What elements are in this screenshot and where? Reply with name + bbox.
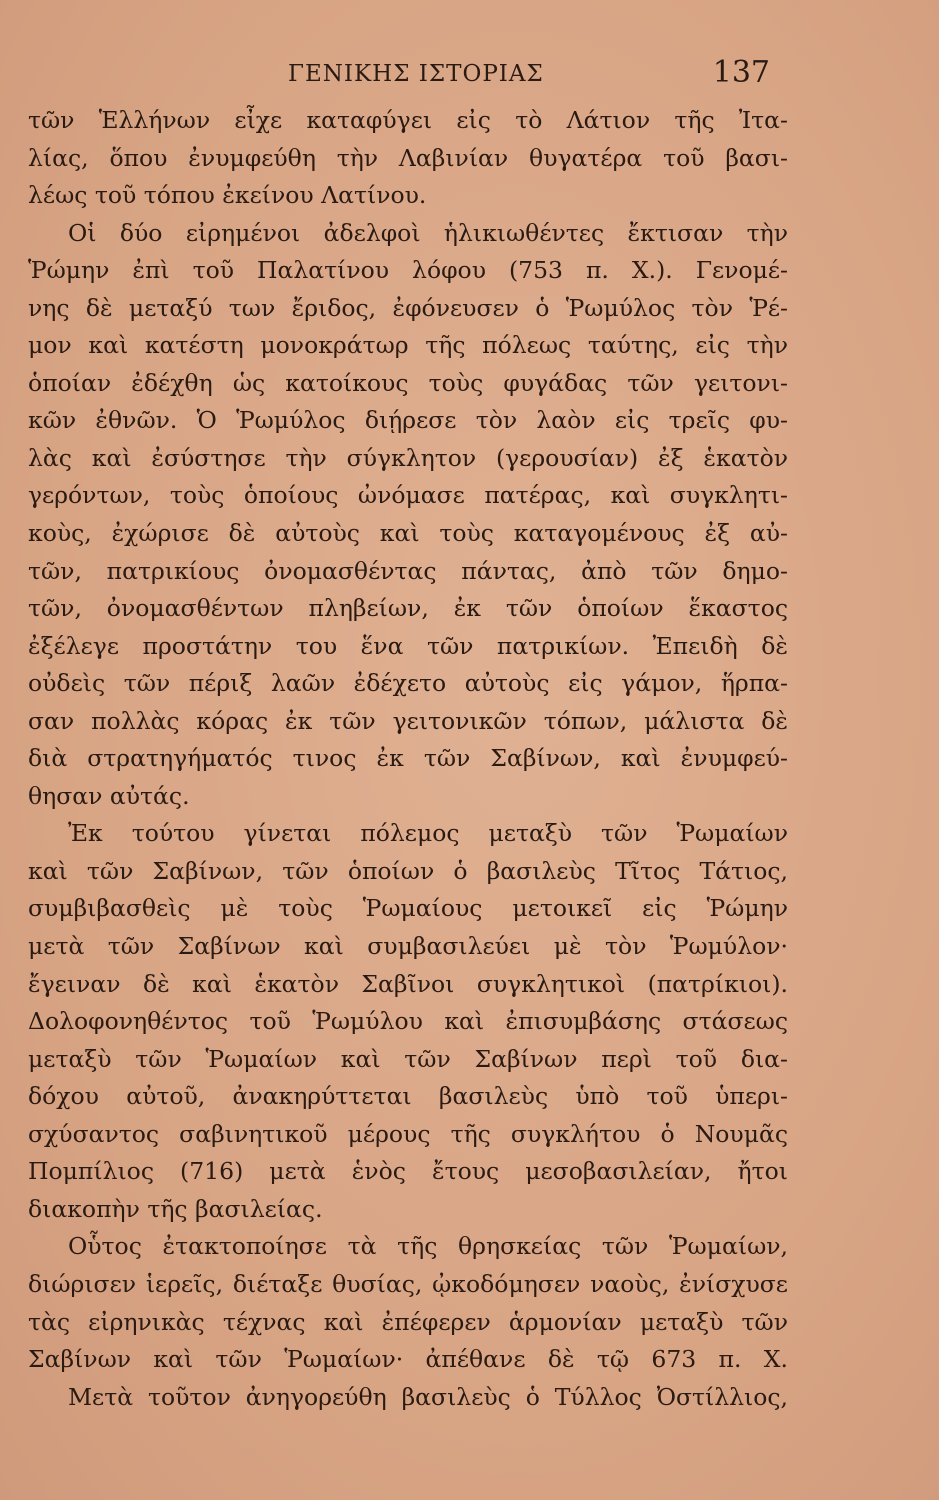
text-line: ἐξέλεγε προστάτην του ἕνα τῶν πατρικίων. Ἐπειδὴ δὲ	[28, 631, 788, 660]
text-line: διὰ στρατηγήματός τινος ἐκ τῶν Σαβίνων, καὶ ἐνυμφεύ-	[28, 744, 788, 773]
text-line: κοὺς, ἐχώρισε δὲ αὐτοὺς καὶ τοὺς καταγομένους ἐξ αὐ-	[28, 519, 788, 548]
text-line: σχύσαντος σαβινητικοῦ μέρους τῆς συγκλήτου ὁ Νουμᾶς	[28, 1119, 788, 1148]
text-line: Ῥώμην ἐπὶ τοῦ Παλατίνου λόφου (753 π. Χ.). Γενομέ-	[28, 256, 788, 285]
text-line: νης δὲ μεταξύ των ἔριδος, ἐφόνευσεν ὁ Ῥωμύλος τὸν Ῥέ-	[28, 293, 788, 322]
body-text	[28, 102, 788, 1416]
text-line: λέως τοῦ τόπου ἐκείνου Λατίνου.	[28, 181, 427, 210]
text-line: καὶ τῶν Σαβίνων, τῶν ὁποίων ὁ βασιλεὺς Τῖτος Τάτιος,	[28, 856, 788, 885]
text-line: Μετὰ τοῦτον ἀνηγορεύθη βασιλεὺς ὁ Τύλλος Ὀστίλλιος,	[68, 1382, 788, 1411]
text-line: λίας, ὅπου ἐνυμφεύθη τὴν Λαβινίαν θυγατέρα τοῦ βασι-	[28, 143, 788, 172]
text-line: γερόντων, τοὺς ὁποίους ὠνόμασε πατέρας, καὶ συγκλητι-	[28, 481, 788, 510]
text-line: Δολοφονηθέντος τοῦ Ῥωμύλου καὶ ἐπισυμβάσης στάσεως	[28, 1007, 788, 1036]
text-line: σαν πολλὰς κόρας ἐκ τῶν γειτονικῶν τόπων, μάλιστα δὲ	[28, 706, 788, 735]
text-line: τὰς εἰρηνικὰς τέχνας καὶ ἐπέφερεν ἁρμονίαν μεταξὺ τῶν	[28, 1307, 788, 1336]
text-line: τῶν, πατρικίους ὀνομασθέντας πάντας, ἀπὸ τῶν δημο-	[28, 556, 788, 585]
text-line: ἔγειναν δὲ καὶ ἑκατὸν Σαβῖνοι συγκλητικοὶ (πατρίκιοι).	[28, 969, 788, 998]
text-line: μεταξὺ τῶν Ῥωμαίων καὶ τῶν Σαβίνων περὶ τοῦ δια-	[28, 1044, 788, 1073]
text-line: Ἐκ τούτου γίνεται πόλεμος μεταξὺ τῶν Ῥωμαίων	[68, 819, 788, 848]
text-line: διακοπὴν τῆς βασιλείας.	[28, 1194, 323, 1223]
text-line: Πομπίλιος (716) μετὰ ἑνὸς ἔτους μεσοβασιλείαν, ἤτοι	[28, 1157, 788, 1186]
text-line: διώρισεν ἱερεῖς, διέταξε θυσίας, ᾠκοδόμησεν ναοὺς, ἐνίσχυσε	[28, 1269, 788, 1298]
text-line: κῶν ἐθνῶν. Ὁ Ῥωμύλος διῄρεσε τὸν λαὸν εἰς τρεῖς φυ-	[28, 406, 788, 435]
text-line: ὁποίαν ἐδέχθη ὡς κατοίκους τοὺς φυγάδας τῶν γειτονι-	[28, 368, 788, 397]
page-number: 137	[712, 55, 770, 90]
text-line: μετὰ τῶν Σαβίνων καὶ συμβασιλεύει μὲ τὸν Ῥωμύλον·	[28, 932, 788, 961]
text-line: μον καὶ κατέστη μονοκράτωρ τῆς πόλεως ταύτης, εἰς τὴν	[28, 331, 788, 360]
text-line: δόχου αὐτοῦ, ἀνακηρύττεται βασιλεὺς ὑπὸ τοῦ ὑπερι-	[28, 1082, 788, 1111]
text-line: λὰς καὶ ἐσύστησε τὴν σύγκλητον (γερουσίαν) ἐξ ἑκατὸν	[28, 443, 788, 472]
page-header	[30, 55, 770, 95]
text-line: Οἱ δύο εἰρημένοι ἀδελφοὶ ἡλικιωθέντες ἔκτισαν τὴν	[68, 218, 788, 247]
text-line: Οὗτος ἐτακτοποίησε τὰ τῆς θρησκείας τῶν Ῥωμαίων,	[68, 1232, 788, 1261]
text-line: Σαβίνων καὶ τῶν Ῥωμαίων· ἀπέθανε δὲ τῷ 673 π. Χ.	[28, 1345, 788, 1374]
text-line: τῶν, ὀνομασθέντων πληβείων, ἐκ τῶν ὁποίων ἕκαστος	[28, 594, 788, 623]
running-title: ΓΕΝΙΚΗΣ ΙΣΤΟΡΙΑΣ	[288, 61, 544, 87]
text-line: συμβιβασθεὶς μὲ τοὺς Ῥωμαίους μετοικεῖ εἰς Ῥώμην	[28, 894, 788, 923]
text-line: τῶν Ἑλλήνων εἶχε καταφύγει εἰς τὸ Λάτιον τῆς Ἰτα-	[28, 106, 788, 134]
text-line: οὐδεὶς τῶν πέριξ λαῶν ἐδέχετο αὐτοὺς εἰς γάμον, ἥρπα-	[28, 669, 788, 698]
text-line: θησαν αὐτάς.	[28, 781, 190, 810]
